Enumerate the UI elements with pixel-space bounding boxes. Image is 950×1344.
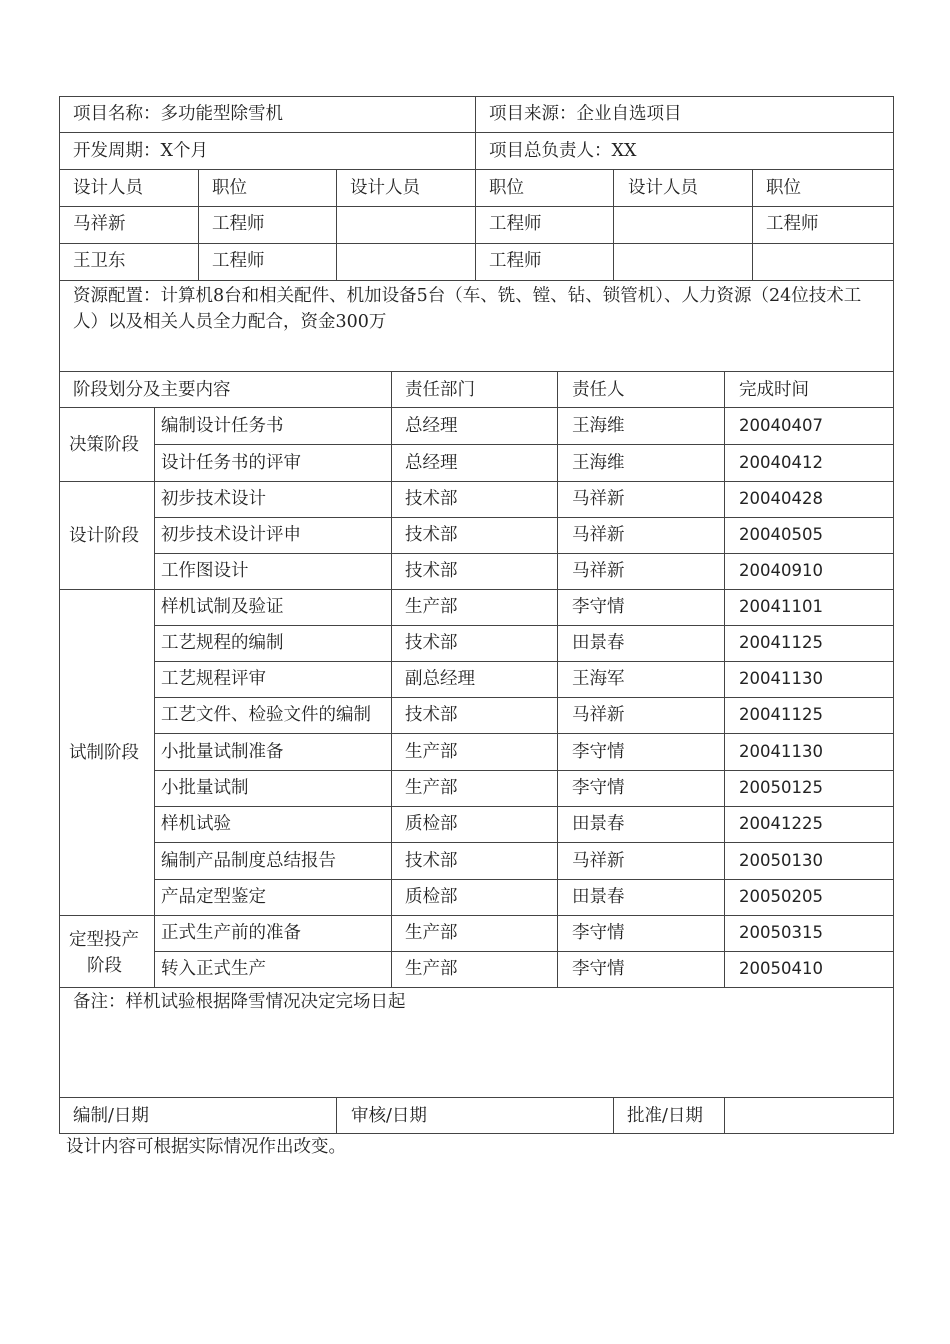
staff-cell: 工程师 — [489, 251, 542, 271]
stage-design: 设计阶段 — [69, 526, 139, 546]
task-dept: 质检部 — [405, 814, 458, 834]
stage-header-date: 完成时间 — [739, 380, 809, 400]
task-name: 初步技术设计评申 — [161, 525, 301, 545]
staff-header-designer-2: 设计人员 — [350, 178, 420, 198]
task-person: 田景春 — [572, 887, 625, 907]
task-date: 20041125 — [739, 633, 823, 652]
task-date: 20040407 — [739, 416, 823, 435]
task-person: 马祥新 — [572, 525, 625, 545]
task-date: 20040505 — [739, 525, 823, 544]
staff-cell: 工程师 — [766, 214, 819, 234]
task-name: 转入正式生产 — [161, 959, 266, 979]
staff-header-position-1: 职位 — [212, 178, 247, 198]
staff-cell: 工程师 — [212, 251, 265, 271]
task-date: 20040428 — [739, 489, 823, 508]
task-name: 工艺规程评审 — [161, 669, 266, 689]
task-date: 20050315 — [739, 923, 823, 942]
stage-header-person: 责任人 — [572, 380, 625, 400]
task-person: 马祥新 — [572, 489, 625, 509]
task-person: 王海维 — [572, 453, 625, 473]
task-dept: 技术部 — [405, 705, 458, 725]
task-name: 小批量试制准备 — [161, 742, 284, 762]
task-name: 工作图设计 — [161, 561, 249, 581]
task-name: 工艺文件、检验文件的编制 — [161, 705, 371, 725]
task-person: 李守情 — [572, 742, 625, 762]
task-date: 20041225 — [739, 814, 823, 833]
resource-allocation: 资源配置：计算机8台和相关配件、机加设备5台（车、铣、镗、钻、锁管机）、人力资源（24位技术工人）以及相关人员全力配合，资金300万 — [73, 286, 862, 332]
task-dept: 技术部 — [405, 489, 458, 509]
task-dept: 生产部 — [405, 742, 458, 762]
task-person: 李守情 — [572, 778, 625, 798]
task-person: 李守情 — [572, 597, 625, 617]
staff-header-designer-1: 设计人员 — [73, 178, 143, 198]
task-person: 王海军 — [572, 669, 625, 689]
task-person: 李守情 — [572, 959, 625, 979]
staff-cell: 王卫东 — [73, 251, 126, 271]
task-date: 20041101 — [739, 597, 823, 616]
task-date: 20050130 — [739, 851, 823, 870]
task-person: 马祥新 — [572, 851, 625, 871]
stage-header-content: 阶段划分及主要内容 — [73, 380, 231, 400]
task-date: 20050125 — [739, 778, 823, 797]
signoff-approved: 批准/日期 — [627, 1106, 703, 1126]
task-person: 马祥新 — [572, 561, 625, 581]
staff-cell: 工程师 — [489, 214, 542, 234]
task-date: 20040412 — [739, 453, 823, 472]
task-dept: 生产部 — [405, 778, 458, 798]
task-date: 20040910 — [739, 561, 823, 580]
task-dept: 技术部 — [405, 851, 458, 871]
signoff-reviewed: 审核/日期 — [351, 1106, 427, 1126]
stage-production-suffix: 阶段 — [87, 956, 122, 976]
task-person: 田景春 — [572, 814, 625, 834]
development-period: 开发周期：X个月 — [73, 141, 208, 161]
task-date: 20041130 — [739, 669, 823, 688]
task-dept: 总经理 — [405, 453, 458, 473]
stage-production: 定型投产 — [69, 930, 139, 950]
task-dept: 生产部 — [405, 597, 458, 617]
task-person: 马祥新 — [572, 705, 625, 725]
stage-header-dept: 责任部门 — [405, 380, 475, 400]
task-name: 产品定型鉴定 — [161, 887, 266, 907]
task-name: 小批量试制 — [161, 778, 249, 798]
staff-cell: 马祥新 — [73, 214, 126, 234]
task-dept: 技术部 — [405, 561, 458, 581]
task-name: 样机试验 — [161, 814, 231, 834]
task-name: 工艺规程的编制 — [161, 633, 284, 653]
staff-header-position-2: 职位 — [489, 178, 524, 198]
task-dept: 副总经理 — [405, 669, 475, 689]
staff-header-designer-3: 设计人员 — [628, 178, 698, 198]
task-date: 20050205 — [739, 887, 823, 906]
signoff-prepared: 编制/日期 — [73, 1106, 149, 1126]
task-name: 编制产品制度总结报告 — [161, 851, 336, 871]
task-date: 20050410 — [739, 959, 823, 978]
task-name: 样机试制及验证 — [161, 597, 284, 617]
stage-decision: 决策阶段 — [69, 435, 139, 455]
task-name: 正式生产前的准备 — [161, 923, 301, 943]
staff-header-position-3: 职位 — [766, 178, 801, 198]
staff-cell: 工程师 — [212, 214, 265, 234]
task-dept: 总经理 — [405, 416, 458, 436]
task-dept: 质检部 — [405, 887, 458, 907]
task-name: 初步技术设计 — [161, 489, 266, 509]
task-dept: 技术部 — [405, 633, 458, 653]
task-name: 设计任务书的评审 — [161, 453, 301, 473]
task-dept: 生产部 — [405, 923, 458, 943]
task-dept: 技术部 — [405, 525, 458, 545]
task-person: 李守情 — [572, 923, 625, 943]
task-dept: 生产部 — [405, 959, 458, 979]
remarks: 备注：样机试验根据降雪情况决定完场日起 — [73, 992, 406, 1012]
project-source: 项目来源：企业自选项目 — [489, 104, 682, 124]
stage-trial: 试制阶段 — [69, 743, 139, 763]
footnote: 设计内容可根据实际情况作出改变。 — [66, 1137, 346, 1157]
project-lead: 项目总负责人：XX — [489, 141, 637, 161]
task-person: 田景春 — [572, 633, 625, 653]
task-date: 20041125 — [739, 705, 823, 724]
task-date: 20041130 — [739, 742, 823, 761]
task-person: 王海维 — [572, 416, 625, 436]
task-name: 编制设计任务书 — [161, 416, 284, 436]
project-name: 项目名称：多功能型除雪机 — [73, 104, 283, 124]
